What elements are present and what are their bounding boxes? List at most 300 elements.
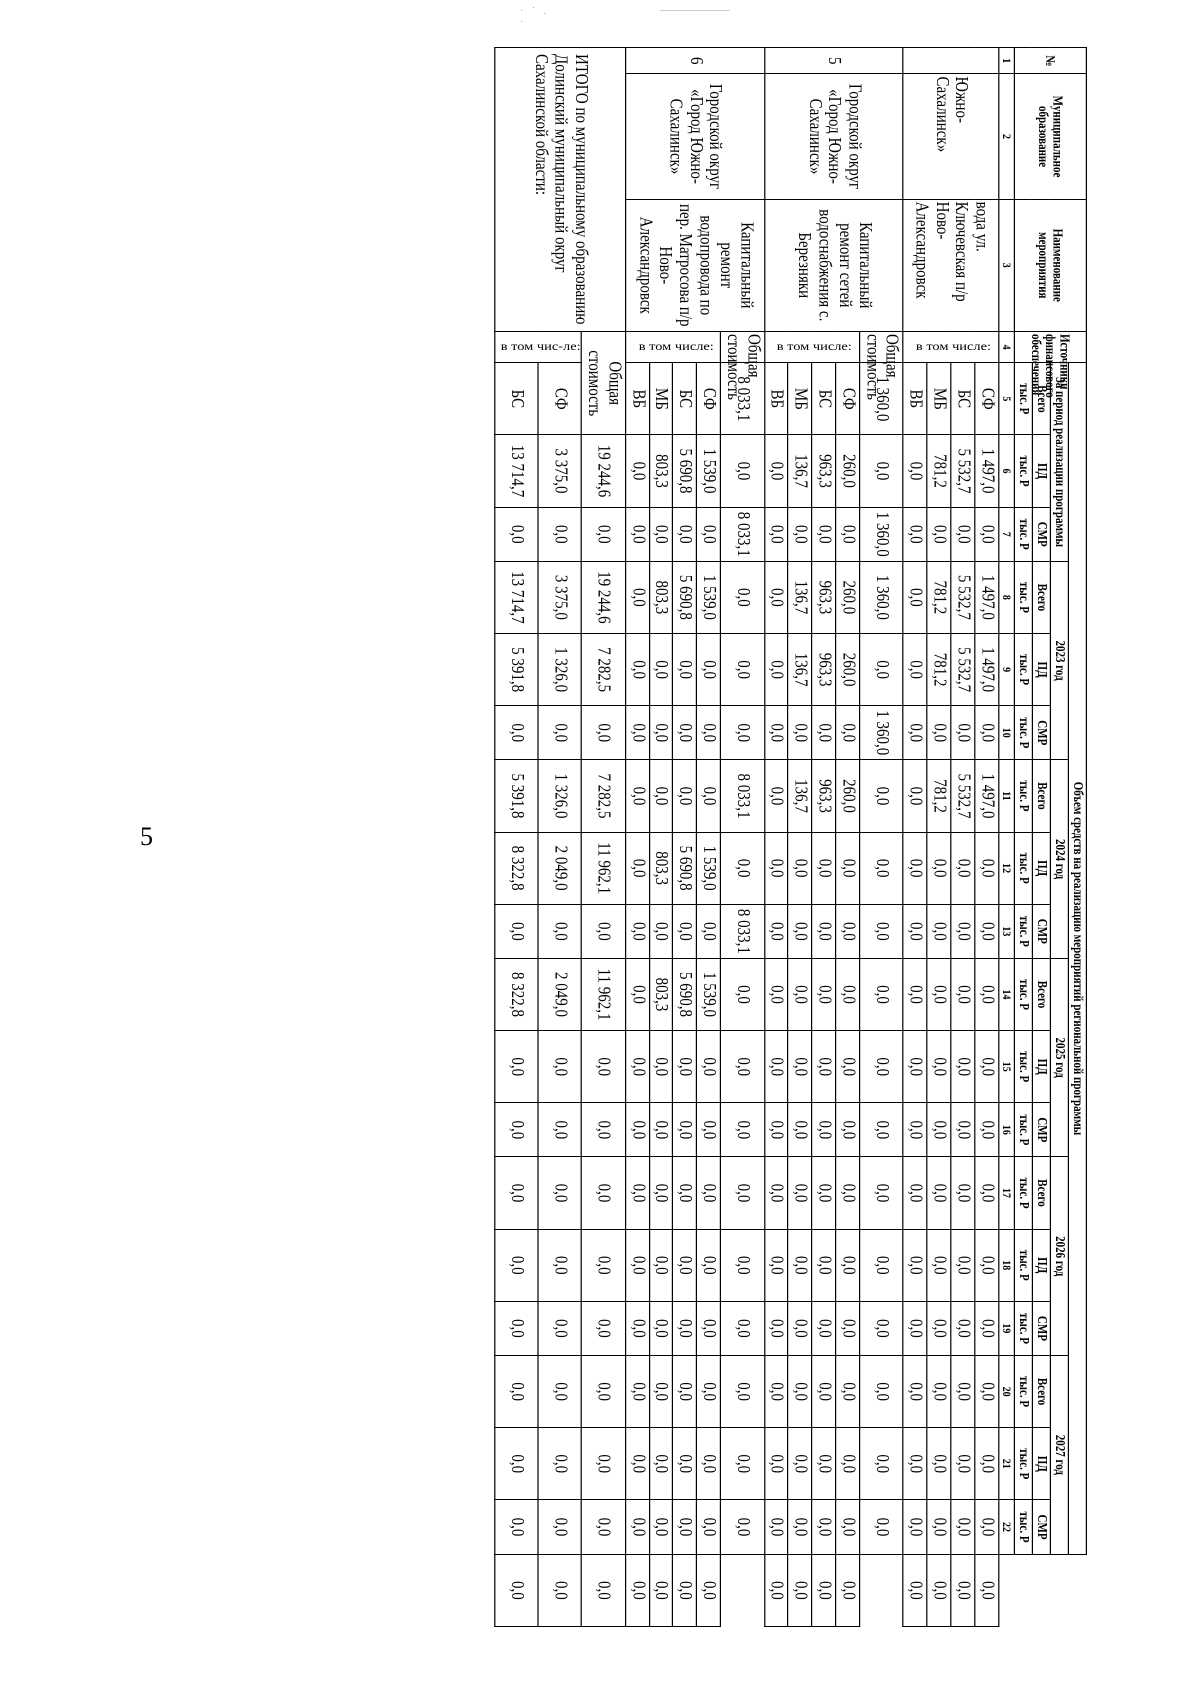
value-cell: 0,0: [788, 1103, 812, 1157]
value-cell: 3 375,0: [538, 435, 581, 507]
value-cell: 0,0: [903, 1229, 927, 1301]
value-cell: 0,0: [649, 1229, 673, 1301]
header-unit: тыс. Р: [1014, 1428, 1032, 1500]
value-cell: 0,0: [975, 832, 999, 904]
value-cell: 8 322,8: [495, 958, 538, 1030]
value-cell: 0,0: [836, 706, 860, 760]
value-cell: 0,0: [975, 1103, 999, 1157]
header-sub-ПД: ПД: [1032, 832, 1050, 904]
value-cell: 0,0: [903, 1103, 927, 1157]
municipality-name: Городской округ «Город Южно-Сахалинск»: [625, 74, 764, 199]
header-sub-СМР: СМР: [1032, 1500, 1050, 1554]
value-cell: 11 962,1: [582, 832, 626, 904]
header-sub-Всего: Всего: [1032, 760, 1050, 832]
value-cell: 0,0: [673, 904, 697, 958]
value-cell: 0,0: [495, 1031, 538, 1103]
value-cell: 0,0: [927, 1229, 951, 1301]
value-cell: 0,0: [720, 634, 764, 706]
header-sub-СМР: СМР: [1032, 1103, 1050, 1157]
value-cell: 0,0: [927, 958, 951, 1030]
row-number: 6: [625, 48, 764, 74]
value-cell: 260,0: [836, 634, 860, 706]
value-cell: 0,0: [764, 958, 788, 1030]
value-cell: 5 690,8: [673, 958, 697, 1030]
value-cell: 0,0: [538, 1500, 581, 1554]
value-cell: 0,0: [788, 1500, 812, 1554]
value-cell: 5 391,8: [495, 634, 538, 706]
value-cell: 0,0: [582, 904, 626, 958]
value-cell: 8 033,1: [720, 760, 764, 832]
value-cell: 0,0: [764, 1031, 788, 1103]
header-unit: тыс. Р: [1014, 904, 1032, 958]
column-number: 4: [998, 331, 1014, 362]
value-cell: 260,0: [836, 435, 860, 507]
value-cell: 0,0: [836, 1157, 860, 1229]
value-cell: 0,0: [764, 634, 788, 706]
value-cell: 0,0: [975, 1554, 999, 1626]
value-cell: 0,0: [538, 706, 581, 760]
value-cell: 0,0: [697, 1554, 721, 1626]
value-cell: 0,0: [495, 1229, 538, 1301]
funding-source: МБ: [649, 363, 673, 435]
header-unit: тыс. Р: [1014, 1500, 1032, 1554]
value-cell: 0,0: [697, 507, 721, 561]
header-sub-СМР: СМР: [1032, 904, 1050, 958]
value-cell: 0,0: [903, 561, 927, 633]
value-cell: 0,0: [903, 958, 927, 1030]
rotated-table-container: [0, 47, 1087, 1627]
value-cell: 0,0: [975, 1301, 999, 1355]
header-unit: тыс. Р: [1014, 958, 1032, 1030]
value-cell: 136,7: [788, 634, 812, 706]
value-cell: 7 282,5: [582, 634, 626, 706]
value-cell: 0,0: [538, 1428, 581, 1500]
value-cell: 0,0: [720, 1500, 764, 1554]
column-number: 18: [998, 1229, 1014, 1301]
value-cell: 0,0: [812, 1554, 836, 1626]
value-cell: 0,0: [538, 1554, 581, 1626]
value-cell: 0,0: [788, 1229, 812, 1301]
value-cell: 1 497,0: [975, 435, 999, 507]
header-unit: тыс. Р: [1014, 561, 1032, 633]
value-cell: 0,0: [764, 760, 788, 832]
value-cell: 963,3: [812, 435, 836, 507]
value-cell: 0,0: [495, 507, 538, 561]
value-cell: 0,0: [836, 904, 860, 958]
value-cell: 0,0: [927, 706, 951, 760]
value-cell: 1 360,0: [859, 363, 903, 435]
value-cell: 0,0: [788, 1301, 812, 1355]
column-number: 17: [998, 1157, 1014, 1229]
column-number: 20: [998, 1355, 1014, 1427]
value-cell: 0,0: [975, 706, 999, 760]
header-unit: тыс. Р: [1014, 1031, 1032, 1103]
value-cell: 0,0: [927, 1301, 951, 1355]
header-municipality: Муниципальное образование: [1014, 74, 1086, 199]
grand-total-label: ИТОГО по муниципальному образованию Долинский муниципальный округ Сахалинской области:: [495, 48, 626, 332]
value-cell: 0,0: [951, 1301, 975, 1355]
value-cell: 0,0: [673, 760, 697, 832]
column-number: 5: [998, 363, 1014, 435]
funding-source: МБ: [927, 363, 951, 435]
value-cell: 0,0: [697, 706, 721, 760]
header-sub-Всего: Всего: [1032, 958, 1050, 1030]
table-row: [720, 48, 764, 1627]
value-cell: 0,0: [582, 1103, 626, 1157]
value-cell: 0,0: [951, 507, 975, 561]
header-sub-ПД: ПД: [1032, 435, 1050, 507]
page-number: 5: [140, 822, 153, 851]
value-cell: 0,0: [859, 1355, 903, 1427]
value-cell: 0,0: [764, 832, 788, 904]
value-cell: 0,0: [903, 706, 927, 760]
header-event-name: Наименование мероприятия: [1014, 199, 1086, 331]
total-cost-label: Общая стоимость: [582, 331, 626, 434]
value-cell: 963,3: [812, 760, 836, 832]
in-that-number-label: [764, 331, 859, 362]
value-cell: 0,0: [812, 958, 836, 1030]
value-cell: 0,0: [625, 1355, 649, 1427]
value-cell: 963,3: [812, 634, 836, 706]
value-cell: 0,0: [903, 1355, 927, 1427]
value-cell: 0,0: [975, 958, 999, 1030]
value-cell: 0,0: [836, 1554, 860, 1626]
value-cell: 0,0: [538, 1355, 581, 1427]
value-cell: 0,0: [673, 634, 697, 706]
value-cell: 0,0: [625, 1554, 649, 1626]
funding-source: ВБ: [625, 363, 649, 435]
value-cell: 0,0: [649, 1428, 673, 1500]
value-cell: 0,0: [720, 832, 764, 904]
column-number: 3: [998, 199, 1014, 331]
value-cell: 0,0: [812, 904, 836, 958]
value-cell: 0,0: [764, 561, 788, 633]
value-cell: 0,0: [859, 958, 903, 1030]
value-cell: 0,0: [673, 1157, 697, 1229]
header-sub-СМР: СМР: [1032, 1301, 1050, 1355]
funding-source: БС: [673, 363, 697, 435]
value-cell: 0,0: [720, 1229, 764, 1301]
value-cell: 1 539,0: [697, 958, 721, 1030]
funding-source: СФ: [697, 363, 721, 435]
value-cell: 0,0: [927, 1103, 951, 1157]
value-cell: 8 322,8: [495, 832, 538, 904]
value-cell: 0,0: [788, 507, 812, 561]
value-cell: 0,0: [836, 958, 860, 1030]
scan-artifact-line: [660, 10, 730, 11]
header-unit: тыс. Р: [1014, 1103, 1032, 1157]
value-cell: 0,0: [625, 634, 649, 706]
value-cell: 0,0: [788, 958, 812, 1030]
header-sub-ПД: ПД: [1032, 1229, 1050, 1301]
value-cell: 0,0: [764, 1554, 788, 1626]
value-cell: 0,0: [697, 1355, 721, 1427]
value-cell: 803,3: [649, 958, 673, 1030]
event-name: Капитальный ремонт водопровода по пер. Матросова п/р Ново-Александровск: [625, 199, 764, 331]
value-cell: 0,0: [812, 1157, 836, 1229]
funding-source: СФ: [975, 363, 999, 435]
value-cell: 0,0: [836, 1103, 860, 1157]
table-body: [495, 48, 999, 1627]
value-cell: 0,0: [975, 1157, 999, 1229]
value-cell: 0,0: [951, 904, 975, 958]
value-cell: 260,0: [836, 760, 860, 832]
value-cell: 0,0: [951, 832, 975, 904]
event-name: вода ул. Ключевская п/р Ново-Александровск: [903, 199, 998, 331]
municipality-name: Южно-Сахалинск»: [903, 74, 998, 199]
value-cell: 803,3: [649, 561, 673, 633]
value-cell: 0,0: [625, 1103, 649, 1157]
value-cell: 0,0: [859, 435, 903, 507]
value-cell: 0,0: [788, 1157, 812, 1229]
value-cell: 19 244,6: [582, 435, 626, 507]
value-cell: 1 360,0: [859, 507, 903, 561]
value-cell: 0,0: [951, 1554, 975, 1626]
value-cell: 0,0: [720, 706, 764, 760]
value-cell: 11 962,1: [582, 958, 626, 1030]
value-cell: 0,0: [697, 904, 721, 958]
value-cell: 0,0: [859, 634, 903, 706]
value-cell: 0,0: [582, 1428, 626, 1500]
value-cell: 8 033,1: [720, 904, 764, 958]
value-cell: 0,0: [836, 1229, 860, 1301]
value-cell: 0,0: [582, 1355, 626, 1427]
in-that-number-label: [625, 331, 720, 362]
value-cell: 0,0: [538, 507, 581, 561]
value-cell: 0,0: [764, 435, 788, 507]
value-cell: 5 690,8: [673, 435, 697, 507]
value-cell: 0,0: [859, 1157, 903, 1229]
value-cell: 0,0: [582, 507, 626, 561]
value-cell: 0,0: [649, 706, 673, 760]
header-unit: тыс. Р: [1014, 634, 1032, 706]
value-cell: 0,0: [495, 1500, 538, 1554]
value-cell: 781,2: [927, 634, 951, 706]
value-cell: 0,0: [649, 1301, 673, 1355]
header-unit: тыс. Р: [1014, 832, 1032, 904]
value-cell: 0,0: [673, 1500, 697, 1554]
value-cell: 0,0: [720, 1355, 764, 1427]
value-cell: 0,0: [673, 507, 697, 561]
value-cell: 0,0: [720, 1301, 764, 1355]
value-cell: 0,0: [812, 706, 836, 760]
header-sub-Всего: Всего: [1032, 1157, 1050, 1229]
value-cell: 0,0: [975, 1500, 999, 1554]
in-that-number-label: [495, 331, 582, 362]
value-cell: 0,0: [720, 1031, 764, 1103]
value-cell: 0,0: [951, 1428, 975, 1500]
value-cell: 0,0: [951, 1500, 975, 1554]
column-number: 7: [998, 507, 1014, 561]
value-cell: 0,0: [625, 832, 649, 904]
value-cell: 136,7: [788, 435, 812, 507]
value-cell: 1 360,0: [859, 706, 903, 760]
value-cell: 7 282,5: [582, 760, 626, 832]
value-cell: 0,0: [812, 507, 836, 561]
value-cell: 1 497,0: [975, 561, 999, 633]
header-unit: тыс. Р: [1014, 760, 1032, 832]
value-cell: 0,0: [697, 1229, 721, 1301]
value-cell: 0,0: [720, 958, 764, 1030]
total-cost-label: Общая стоимость: [720, 331, 764, 362]
value-cell: 8 033,1: [720, 507, 764, 561]
header-sub-ПД: ПД: [1032, 634, 1050, 706]
value-cell: 0,0: [720, 561, 764, 633]
header-year: 2023 год: [1050, 561, 1068, 760]
value-cell: 0,0: [975, 1031, 999, 1103]
value-cell: 0,0: [836, 507, 860, 561]
value-cell: 0,0: [625, 1229, 649, 1301]
funding-source: СФ: [836, 363, 860, 435]
value-cell: 0,0: [697, 760, 721, 832]
value-cell: 5 532,7: [951, 760, 975, 832]
value-cell: 8 033,1: [720, 363, 764, 435]
value-cell: 5 532,7: [951, 634, 975, 706]
value-cell: 0,0: [697, 1031, 721, 1103]
table-row: [975, 48, 999, 1627]
value-cell: 0,0: [903, 1428, 927, 1500]
value-cell: 0,0: [495, 1554, 538, 1626]
funding-source: БС: [495, 363, 538, 435]
value-cell: 0,0: [697, 1500, 721, 1554]
value-cell: 0,0: [582, 1554, 626, 1626]
header-funding-sources: Источники финансового обеспечения: [1014, 331, 1086, 362]
total-cost-label: Общая стоимость: [859, 331, 903, 362]
value-cell: 0,0: [625, 1157, 649, 1229]
value-cell: 2 049,0: [538, 832, 581, 904]
value-cell: 0,0: [582, 1500, 626, 1554]
value-cell: 0,0: [927, 1031, 951, 1103]
funding-source: ВБ: [903, 363, 927, 435]
column-number: 21: [998, 1428, 1014, 1500]
value-cell: 0,0: [625, 1301, 649, 1355]
value-cell: 0,0: [927, 1554, 951, 1626]
value-cell: 0,0: [649, 634, 673, 706]
value-cell: 1 497,0: [975, 634, 999, 706]
value-cell: 0,0: [788, 1428, 812, 1500]
value-cell: 803,3: [649, 435, 673, 507]
value-cell: 0,0: [649, 1554, 673, 1626]
value-cell: 0,0: [903, 634, 927, 706]
value-cell: 0,0: [764, 507, 788, 561]
column-number: 11: [998, 760, 1014, 832]
value-cell: 0,0: [975, 1229, 999, 1301]
value-cell: 0,0: [625, 958, 649, 1030]
value-cell: 0,0: [859, 760, 903, 832]
column-number: 2: [998, 74, 1014, 199]
value-cell: 0,0: [903, 1031, 927, 1103]
value-cell: 803,3: [649, 832, 673, 904]
value-cell: 13 714,7: [495, 561, 538, 633]
value-cell: 0,0: [582, 1229, 626, 1301]
value-cell: 0,0: [836, 1301, 860, 1355]
value-cell: 0,0: [903, 760, 927, 832]
value-cell: 0,0: [673, 1103, 697, 1157]
header-unit: тыс. Р: [1014, 1157, 1032, 1229]
column-number: 10: [998, 706, 1014, 760]
value-cell: 0,0: [859, 832, 903, 904]
value-cell: 0,0: [903, 904, 927, 958]
in-that-number-label: [903, 331, 998, 362]
value-cell: 0,0: [903, 507, 927, 561]
funding-source: БС: [951, 363, 975, 435]
value-cell: 0,0: [764, 904, 788, 958]
value-cell: 0,0: [764, 1301, 788, 1355]
column-number: 13: [998, 904, 1014, 958]
value-cell: 0,0: [951, 1355, 975, 1427]
value-cell: 0,0: [697, 1103, 721, 1157]
value-cell: 1 539,0: [697, 561, 721, 633]
value-cell: 0,0: [673, 1355, 697, 1427]
value-cell: 0,0: [697, 1301, 721, 1355]
in-that-number-label-text: в том числе:: [638, 339, 714, 354]
value-cell: 0,0: [836, 832, 860, 904]
value-cell: 0,0: [649, 904, 673, 958]
header-sub-ПД: ПД: [1032, 1031, 1050, 1103]
value-cell: 0,0: [927, 832, 951, 904]
value-cell: 0,0: [625, 435, 649, 507]
value-cell: 0,0: [975, 507, 999, 561]
value-cell: 0,0: [859, 1031, 903, 1103]
in-that-number-label-text: в том чис-ле:: [501, 339, 581, 354]
value-cell: 0,0: [625, 561, 649, 633]
value-cell: 0,0: [927, 507, 951, 561]
value-cell: 0,0: [812, 1355, 836, 1427]
funding-source: БС: [812, 363, 836, 435]
value-cell: 0,0: [582, 706, 626, 760]
funding-table: [494, 47, 1087, 1627]
value-cell: 0,0: [538, 1301, 581, 1355]
value-cell: 0,0: [859, 1428, 903, 1500]
header-year: 2025 год: [1050, 958, 1068, 1157]
column-number: 6: [998, 435, 1014, 507]
table-header: [998, 48, 1086, 1627]
header-sub-Всего: Всего: [1032, 561, 1050, 633]
value-cell: 0,0: [495, 1103, 538, 1157]
column-number: 8: [998, 561, 1014, 633]
value-cell: 781,2: [927, 561, 951, 633]
value-cell: 0,0: [788, 706, 812, 760]
value-cell: 0,0: [673, 1301, 697, 1355]
value-cell: 0,0: [788, 1554, 812, 1626]
column-number: 19: [998, 1301, 1014, 1355]
funding-source: ВБ: [764, 363, 788, 435]
value-cell: 0,0: [673, 1031, 697, 1103]
value-cell: 5 690,8: [673, 561, 697, 633]
value-cell: 0,0: [951, 1031, 975, 1103]
column-number: 9: [998, 634, 1014, 706]
value-cell: 0,0: [538, 1103, 581, 1157]
value-cell: 0,0: [697, 634, 721, 706]
value-cell: 0,0: [673, 1229, 697, 1301]
value-cell: 0,0: [951, 1157, 975, 1229]
value-cell: 0,0: [951, 1103, 975, 1157]
value-cell: 0,0: [720, 435, 764, 507]
column-number: 16: [998, 1103, 1014, 1157]
value-cell: 0,0: [649, 1103, 673, 1157]
value-cell: 0,0: [903, 832, 927, 904]
value-cell: 1 497,0: [975, 760, 999, 832]
value-cell: 0,0: [812, 1229, 836, 1301]
value-cell: 0,0: [625, 1428, 649, 1500]
value-cell: 0,0: [649, 1031, 673, 1103]
value-cell: 0,0: [975, 1355, 999, 1427]
value-cell: 0,0: [649, 507, 673, 561]
value-cell: 0,0: [764, 1103, 788, 1157]
value-cell: 0,0: [697, 1157, 721, 1229]
in-that-number-label-text: в том числе:: [777, 339, 853, 354]
value-cell: 0,0: [495, 1301, 538, 1355]
